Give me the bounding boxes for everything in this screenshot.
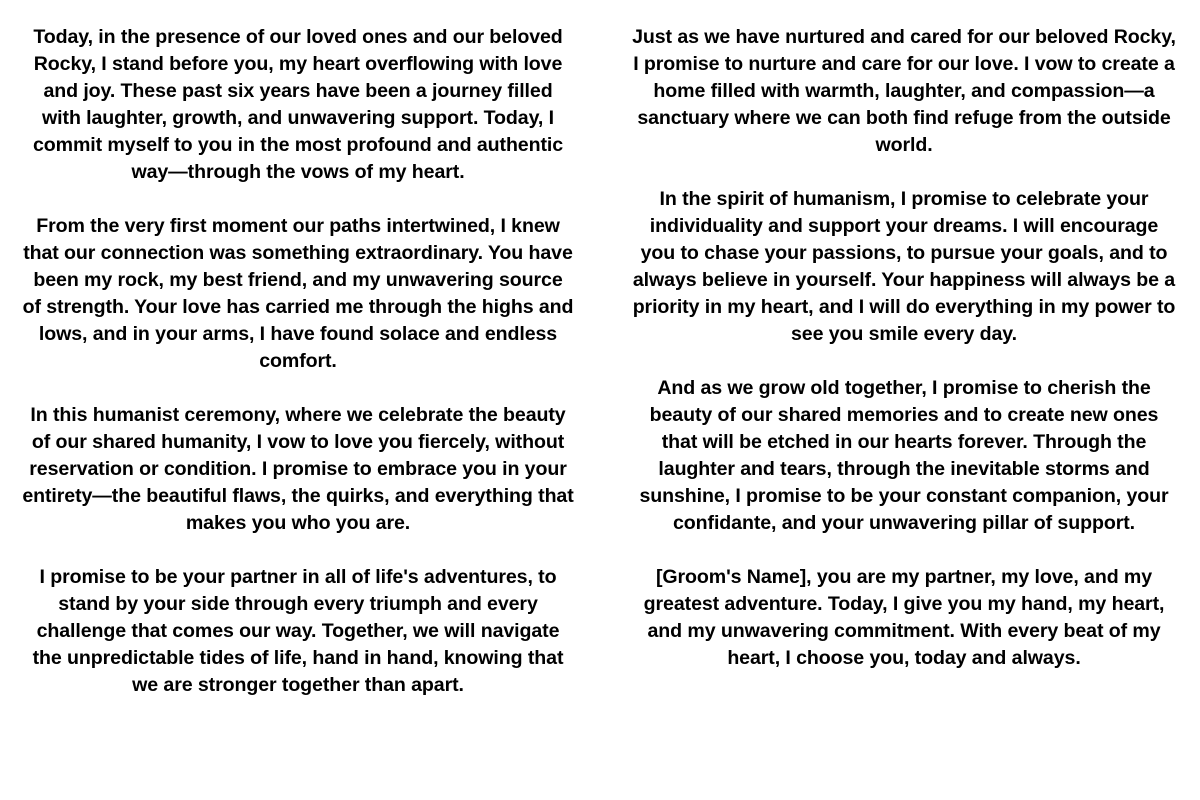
vow-paragraph: In the spirit of humanism, I promise to celebrate your individuality and support your dreams. I will encourage you to chase your passions, to pursue your goals, and to always believe in yourself. Your happiness will always be a priority in my heart, and I will do everything in my power to see you smile every day. [632,188,1176,345]
right-column [622,24,1178,672]
vow-paragraph: And as we grow old together, I promise to cherish the beauty of our shared memories and to create new ones that will be etched in our hearts forever. Through the laughter and tears, through the inevitable storms and sunshine, I promise to be your constant companion, your confidante, and your unwavering pillar of support. [639,377,1169,534]
vow-paragraph: I promise to be your partner in all of life's adventures, to stand by your side through every triumph and every challenge that comes our way. Together, we will navigate the unpredictable tides of life, hand in hand, knowing that we are stronger together than apart. [32,566,564,696]
vow-paragraph: From the very first moment our paths intertwined, I knew that our connection was something extraordinary. You have been my rock, my best friend, and my unwavering source of strength. Your love has carried me through the highs and lows, and in your arms, I have found solace and endless comfort. [22,215,574,372]
vow-paragraph: [Groom's Name], you are my partner, my love, and my greatest adventure. Today, I give you my hand, my heart, and my unwavering commitment. With every beat of my heart, I choose you, today and always. [643,566,1165,669]
left-column [22,24,578,699]
vow-paragraph: Today, in the presence of our loved ones and our beloved Rocky, I stand before you, my heart overflowing with love and joy. These past six years have been a journey filled with laughter, growth, and unwavering support. Today, I commit myself to you in the most profound and authentic way—through the vows of my heart. [32,26,564,183]
vow-paragraph: Just as we have nurtured and cared for our beloved Rocky, I promise to nurture and care for our love. I vow to create a home filled with warmth, laughter, and compassion—a sanctuary where we can both find refuge from the outside world. [632,26,1176,156]
vow-paragraph: In this humanist ceremony, where we celebrate the beauty of our shared humanity, I vow to love you fiercely, without reservation or condition. I promise to embrace you in your entirety—the beautiful flaws, the quirks, and everything that makes you who you are. [22,404,574,534]
